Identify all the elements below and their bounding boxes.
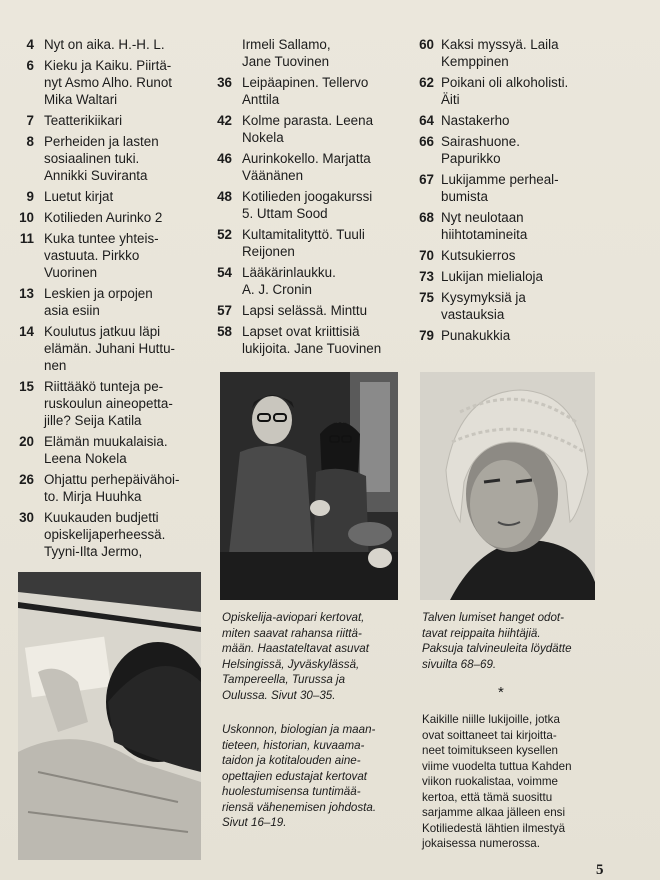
toc-page-number: 48: [217, 189, 232, 204]
toc-page-number: 57: [217, 303, 232, 318]
page-number: 5: [596, 862, 604, 878]
toc-title: Punakukkia: [441, 328, 511, 343]
caption-subject-teachers: Uskonnon, biologian ja maan- tieteen, historian, kuvaama- taidon ja kotitalouden aine- opettajien edustajat kertovat huolestumisensa tuntimää- riensä vähenemisen johdosta. Sivut 16–19.: [222, 723, 377, 829]
student-reading-illustration: [18, 572, 201, 860]
caption-student-couples: Opiskelija-aviopari kertovat, miten saavat rahansa riittä- mään. Haastateltavat asuvat Helsingissä, Jyväskylässä, Tampereella, Turussa ja Oulussa. Sivut 30–35.: [222, 611, 369, 702]
toc-entry: [12, 112, 202, 129]
toc-title: Kotilieden joogakurssi 5. Uttam Sood: [242, 189, 373, 221]
toc-entry: [212, 264, 402, 298]
toc-title: Perheiden ja lasten sosiaalinen tuki. Annikki Suviranta: [44, 134, 159, 183]
toc-entry: [12, 209, 202, 226]
toc-entry: [414, 112, 614, 129]
toc-title: Koulutus jatkuu läpi elämän. Juhani Huttu- nen: [44, 324, 176, 373]
toc-page-number: 4: [26, 37, 34, 52]
toc-entry: [212, 150, 402, 184]
toc-title: Irmeli Sallamo, Jane Tuovinen: [242, 37, 331, 69]
photo-student-couple: [220, 372, 398, 600]
toc-page-number: 20: [19, 434, 34, 449]
toc-entry: [12, 285, 202, 319]
toc-entry: [212, 323, 402, 357]
toc-page-number: 67: [419, 172, 434, 187]
toc-title: Nyt on aika. H.-H. L.: [44, 37, 165, 52]
toc-title: Elämän muukalaisia. Leena Nokela: [44, 434, 168, 466]
toc-entry: [212, 36, 402, 70]
toc-entry: [414, 171, 614, 205]
toc-column-1: [12, 36, 202, 564]
toc-title: Teatterikiikari: [44, 113, 123, 128]
toc-page-number: 54: [217, 265, 232, 280]
toc-title: Nyt neulotaan hiihtotamineita: [441, 210, 528, 242]
toc-title: Kotilieden Aurinko 2: [44, 210, 163, 225]
toc-title: Kutsukierros: [441, 248, 516, 263]
toc-entry: [414, 133, 614, 167]
toc-page-number: 8: [26, 134, 34, 149]
toc-title: Poikani oli alkoholisti. Äiti: [441, 75, 569, 107]
toc-entry: [12, 509, 202, 560]
toc-title: Kaksi myssyä. Laila Kemppinen: [441, 37, 559, 69]
toc-entry: [12, 471, 202, 505]
toc-entry: [212, 112, 402, 146]
toc-title: Lapsi selässä. Minttu: [242, 303, 368, 318]
photo-student-reading: [18, 572, 201, 860]
toc-page-number: 68: [419, 210, 434, 225]
toc-page-number: 15: [19, 379, 34, 394]
toc-page-number: 7: [26, 113, 34, 128]
toc-column-3: [414, 36, 614, 348]
toc-title: Ohjattu perhepäivähoi- to. Mirja Huuhka: [44, 472, 180, 504]
caption-winter-knits: Talven lumiset hanget odot- tavat reippaita hiihtäjiä. Paksuja talvineuleita löydätte sivuilta 68–69.: [422, 611, 572, 671]
toc-entry: [12, 188, 202, 205]
toc-page-number: 75: [419, 290, 434, 305]
knit-cap-illustration: [420, 372, 595, 600]
toc-entry: [12, 36, 202, 53]
toc-entry: [414, 268, 614, 285]
toc-page-number: 70: [419, 248, 434, 263]
toc-title: Lukijamme perheal- bumista: [441, 172, 559, 204]
toc-title: Kultamitalityttö. Tuuli Reijonen: [242, 227, 365, 259]
toc-page-number: 60: [419, 37, 434, 52]
toc-entry: [12, 133, 202, 184]
toc-entry: [212, 74, 402, 108]
toc-entry: [212, 188, 402, 222]
toc-page-number: 26: [19, 472, 34, 487]
toc-entry: [12, 57, 202, 108]
toc-page-number: 62: [419, 75, 434, 90]
toc-title: Lapset ovat kriittisiä lukijoita. Jane Tuovinen: [242, 324, 382, 356]
toc-page-number: 36: [217, 75, 232, 90]
toc-page-number: 14: [19, 324, 34, 339]
toc-entry: [414, 209, 614, 243]
toc-page-number: 58: [217, 324, 232, 339]
toc-title: Nastakerho: [441, 113, 510, 128]
toc-title: Leipäapinen. Tellervo Anttila: [242, 75, 369, 107]
reader-note: Kaikille niille lukijoille, jotka ovat soittaneet tai kirjoitta- neet toimitukseen kysellen viime vuodelta tuttua Kahden viikon ruokalistaa, voimme kertoa, että tämä suosittu sarjamme alkaa jälleen ensi Kotiliedestä lähtien ilmestyä jokaisessa numerossa.: [422, 713, 572, 850]
toc-entry: [414, 74, 614, 108]
toc-page-number: 42: [217, 113, 232, 128]
toc-title: Sairashuone. Papurikko: [441, 134, 520, 166]
asterisk-separator: *: [498, 684, 504, 701]
toc-title: Lääkärinlaukku. A. J. Cronin: [242, 265, 336, 297]
toc-entry: [414, 247, 614, 264]
toc-entry: [414, 289, 614, 323]
toc-title: Kysymyksiä ja vastauksia: [441, 290, 526, 322]
toc-column-2: [212, 36, 402, 361]
toc-page-number: 52: [217, 227, 232, 242]
toc-page-number: 46: [217, 151, 232, 166]
toc-page-number: 10: [19, 210, 34, 225]
toc-entry: [212, 302, 402, 319]
toc-entry: [12, 378, 202, 429]
toc-entry: [414, 327, 614, 344]
toc-title: Kieku ja Kaiku. Piirtä- nyt Asmo Alho. Runot Mika Waltari: [44, 58, 173, 107]
toc-page-number: [212, 36, 232, 70]
toc-page-number: 30: [19, 510, 34, 525]
photo-knit-cap: [420, 372, 595, 600]
toc-title: Kolme parasta. Leena Nokela: [242, 113, 374, 145]
toc-entry: [414, 36, 614, 70]
student-couple-illustration: [220, 372, 398, 600]
toc-title: Luetut kirjat: [44, 189, 114, 204]
toc-page-number: 66: [419, 134, 434, 149]
toc-title: Leskien ja orpojen asia esiin: [44, 286, 153, 318]
toc-page-number: 6: [26, 58, 34, 73]
toc-title: Riittääkö tunteja pe- ruskoulun aineopetta- jille? Seija Katila: [44, 379, 173, 428]
toc-page-number: 13: [19, 286, 34, 301]
toc-page-number: 9: [26, 189, 34, 204]
toc-entry: [12, 323, 202, 374]
toc-title: Kuukauden budjetti opiskelijaperheessä. Tyyni-Ilta Jermo,: [44, 510, 166, 559]
toc-title: Lukijan mielialoja: [441, 269, 543, 284]
toc-title: Aurinkokello. Marjatta Väänänen: [242, 151, 371, 183]
toc-title: Kuka tuntee yhteis- vastuuta. Pirkko Vuorinen: [44, 231, 159, 280]
toc-page-number: 73: [419, 269, 434, 284]
toc-page-number: 79: [419, 328, 434, 343]
toc-entry: [12, 230, 202, 281]
toc-entry: [12, 433, 202, 467]
toc-page-number: 64: [419, 113, 434, 128]
toc-entry: [212, 226, 402, 260]
toc-page-number: 11: [19, 231, 34, 246]
